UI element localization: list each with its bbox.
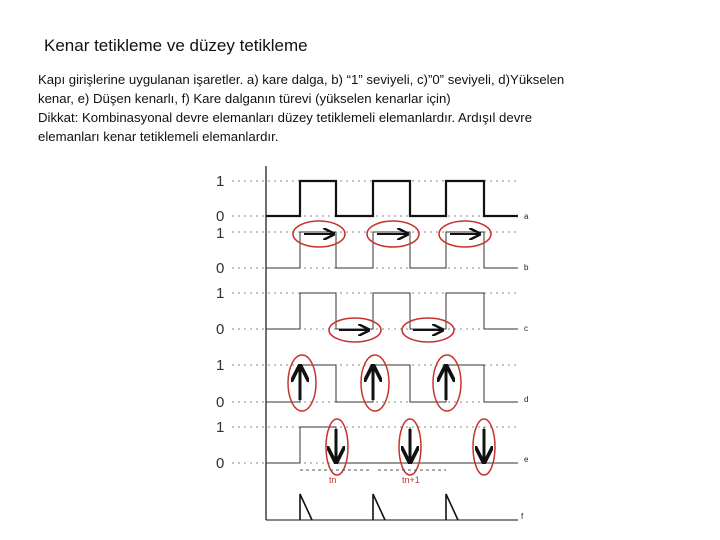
d-highlight-ellipse	[288, 355, 316, 411]
paragraph-line: kenar, e) Düşen kenarlı, f) Kare dalganın türevi (yükselen kenarlar için)	[38, 91, 451, 106]
signal-e-waveform	[266, 427, 518, 463]
level-label: 1	[216, 357, 225, 374]
time-label-tn: tn	[329, 475, 337, 485]
signal-label-e: e	[524, 455, 529, 464]
paragraph-line: elemanları kenar tetiklemeli elemanlardır.	[38, 129, 279, 144]
level-label: 0	[216, 455, 225, 472]
signal-label-a: a	[524, 212, 529, 221]
signal-label-c: c	[524, 324, 528, 333]
signal-a-waveform	[266, 181, 518, 216]
signal-label-d: d	[524, 395, 529, 404]
paragraph-line: Kapı girişlerine uygulanan işaretler. a) kare dalga, b) “1” seviyeli, c)”0” seviyeli, d)Yükselen	[38, 72, 565, 87]
level-label: 0	[216, 321, 225, 338]
level-label: 1	[216, 285, 225, 302]
paragraph-line: Dikkat: Kombinasyonal devre elemanları düzey tetiklemeli elemanlardır. Ardışıl devre	[38, 110, 533, 125]
level-label: 0	[216, 394, 225, 411]
page-title: Kenar tetikleme ve düzey tetikleme	[44, 36, 308, 55]
signal-b-waveform	[266, 232, 518, 268]
signal-label-f: f	[521, 512, 524, 521]
signal-d-waveform	[266, 365, 518, 402]
f-spike	[446, 494, 458, 520]
level-label: 1	[216, 419, 225, 436]
time-label-tn1: tn+1	[402, 475, 420, 485]
f-spike	[300, 494, 312, 520]
level-label: 1	[216, 173, 225, 190]
level-label: 0	[216, 260, 225, 277]
level-label: 1	[216, 225, 225, 242]
level-label: 0	[216, 208, 225, 225]
d-highlight-ellipse	[361, 355, 389, 411]
signal-c-waveform	[266, 293, 518, 329]
f-spike	[373, 494, 385, 520]
signal-label-b: b	[524, 263, 529, 272]
